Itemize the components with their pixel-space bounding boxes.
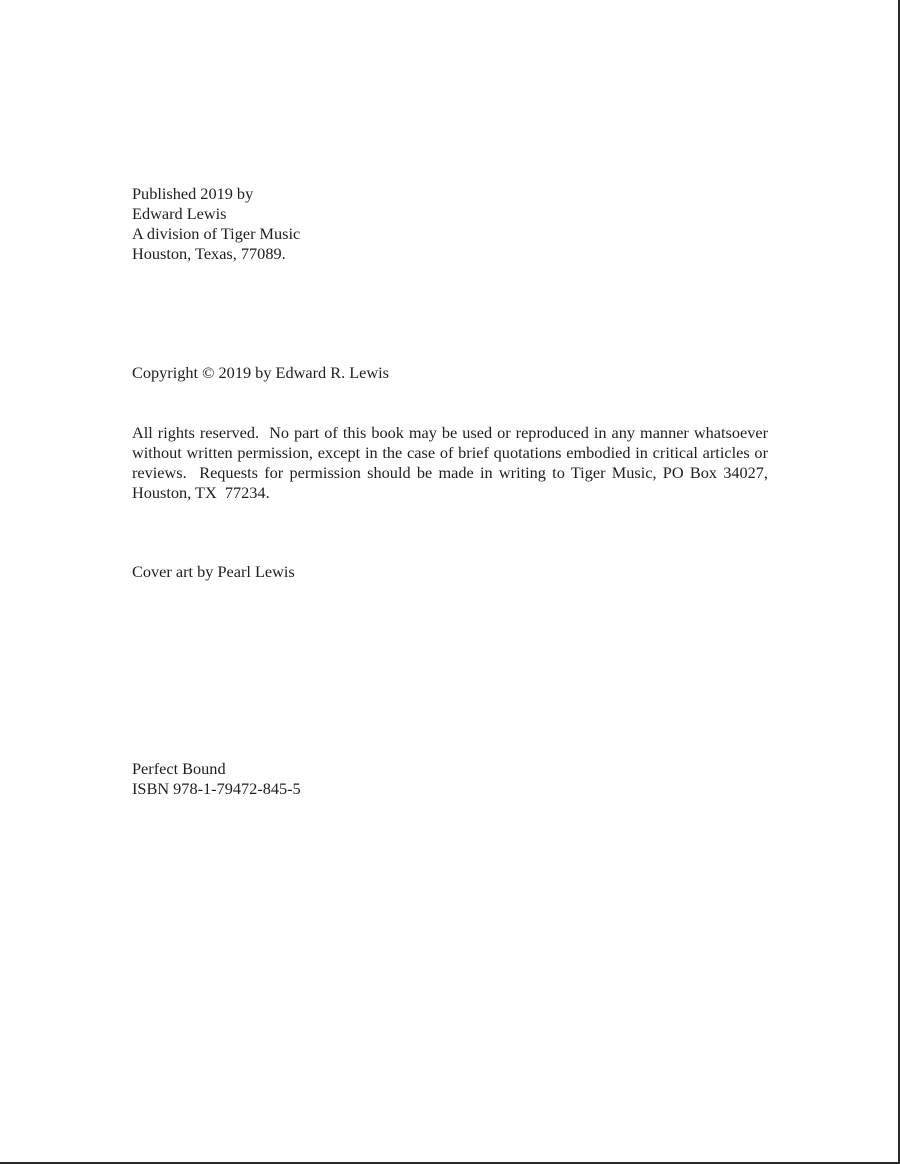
publisher-location-line: Houston, Texas, 77089. (132, 244, 286, 263)
isbn-line: ISBN 978-1-79472-845-5 (132, 779, 301, 798)
cover-credit-line: Cover art by Pearl Lewis (132, 562, 295, 581)
binding-info (132, 759, 768, 799)
copyright-notice (132, 363, 768, 383)
copyright-line: Copyright © 2019 by Edward R. Lewis (132, 363, 390, 382)
rights-paragraph: All rights reserved. No part of this book may be used or reproduced in any manner whatsoever without written permission, except in the case of brief quotations embodied in critical articles or reviews. Requests for permission should be made in writing to Tiger Music, PO Box 34027, Houston, TX 77234. (132, 423, 773, 502)
binding-type-line: Perfect Bound (132, 759, 226, 778)
publisher-name-line: Edward Lewis (132, 204, 227, 223)
cover-credit (132, 562, 768, 582)
publisher-division-line: A division of Tiger Music (132, 224, 301, 243)
publisher-info (132, 184, 768, 264)
published-year-line: Published 2019 by (132, 184, 254, 203)
